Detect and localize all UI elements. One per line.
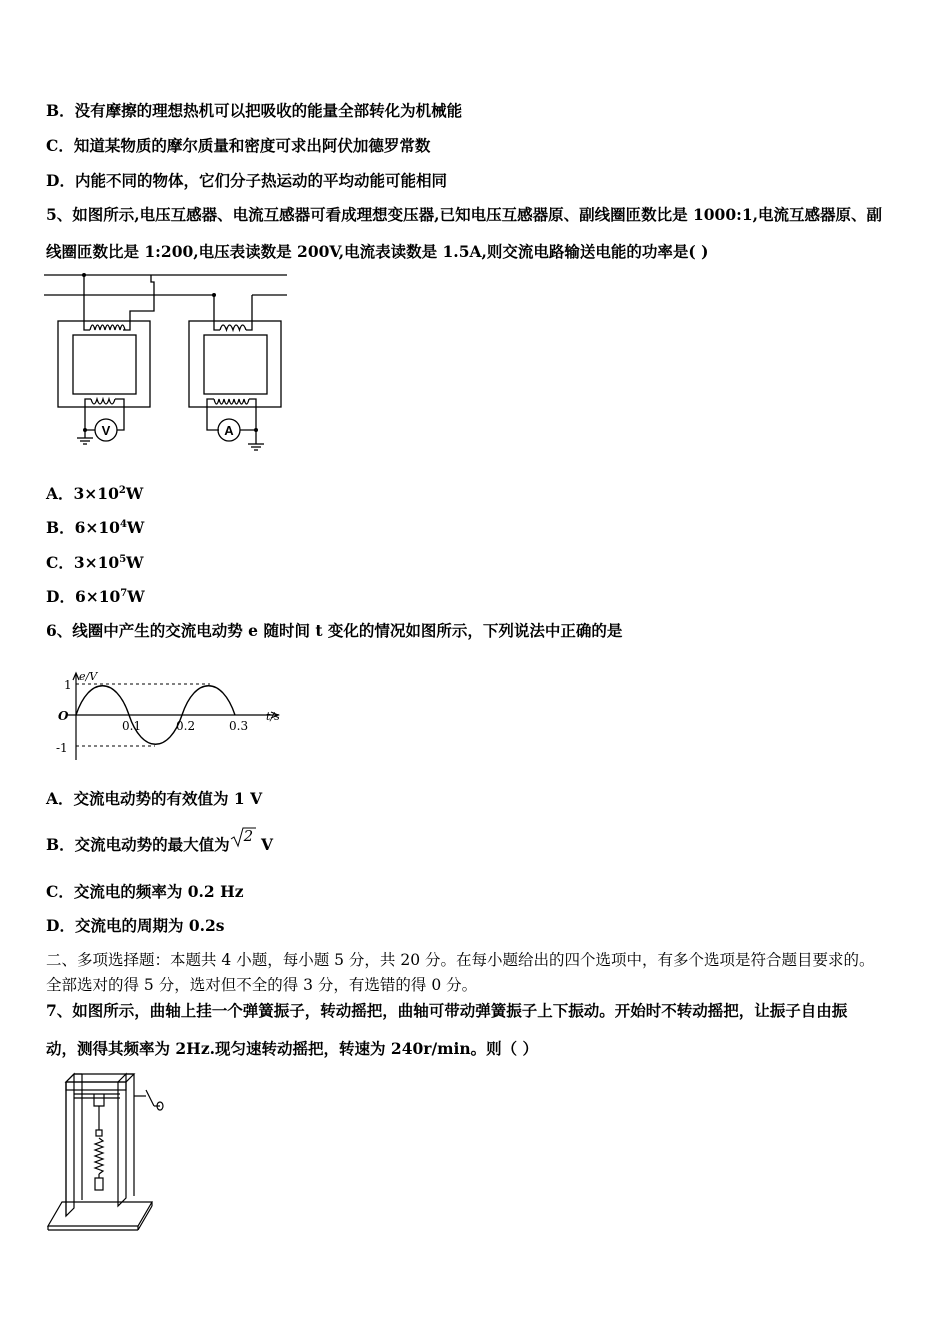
ammeter-label: A [224,423,234,438]
q5-stem-line1: 5、如图所示,电压互感器、电流互感器可看成理想变压器,已知电压互感器原、副线圈匝数比是 1000:1,电流互感器原、副 [46,205,883,224]
q6-option-d: D．交流电的周期为 0.2s [46,916,225,935]
graph-xtick-1: 0.1 [122,719,142,733]
section2-line1: 二、多项选择题：本题共 4 小题，每小题 5 分，共 20 分。在每小题给出的四个选项中，有多个选项是符合题目要求的。 [46,951,875,969]
graph-xtick-3: 0.3 [229,719,249,733]
q5-option-b: B．$6\times 10^4W$ [46,518,145,537]
q6-option-b: B．交流电动势的最大值为 2 V [46,827,274,854]
q4-option-b: B．没有摩擦的理想热机可以把吸收的能量全部转化为机械能 [46,101,463,120]
q7-stem-line2: 动，测得其频率为 2Hz.现匀速转动摇把，转速为 240r/min。则（ ） [46,1039,539,1058]
graph-ymax-label: 1 [64,678,72,692]
q6-option-c: C．交流电的频率为 0.2 Hz [46,882,244,901]
section2-line2: 全部选对的得 5 分，选对但不全的得 3 分，有选错的得 0 分。 [46,976,478,994]
transformer-circuit-figure [44,268,294,460]
graph-ylabel: e/V [79,670,98,683]
q4-option-d: D．内能不同的物体，它们分子热运动的平均动能可能相同 [46,171,447,190]
emf-sine-graph [54,664,290,764]
crankshaft-spring-figure [46,1068,166,1234]
q5-option-d: D．$6\times 10^7W$ [46,587,145,606]
graph-origin: O [58,709,69,723]
voltmeter-label: V [101,423,111,438]
q5-option-a: A．$3\times 10^2W$ [46,484,144,503]
graph-ymin-label: -1 [56,741,68,755]
q7-stem-line1: 7、如图所示，曲轴上挂一个弹簧振子，转动摇把，曲轴可带动弹簧振子上下振动。开始时不转动摇把，让振子自由振 [46,1001,848,1020]
q5-option-c: C．$3\times 10^5W$ [46,553,144,572]
q5-stem-line2: 线圈匝数比是 1:200,电压表读数是 200V,电流表读数是 1.5A,则交流电路输送电能的功率是( ) [46,242,709,261]
q6-stem: 6、线圈中产生的交流电动势 e 随时间 t 变化的情况如图所示，下列说法中正确的是 [46,621,623,640]
graph-xtick-2: 0.2 [176,719,196,733]
q4-option-c: C．知道某物质的摩尔质量和密度可求出阿伏加德罗常数 [46,136,431,155]
graph-xlabel: t/s [266,710,280,723]
q6-option-a: A．交流电动势的有效值为 1 V [46,789,263,808]
sqrt-two: 2 [230,826,256,846]
